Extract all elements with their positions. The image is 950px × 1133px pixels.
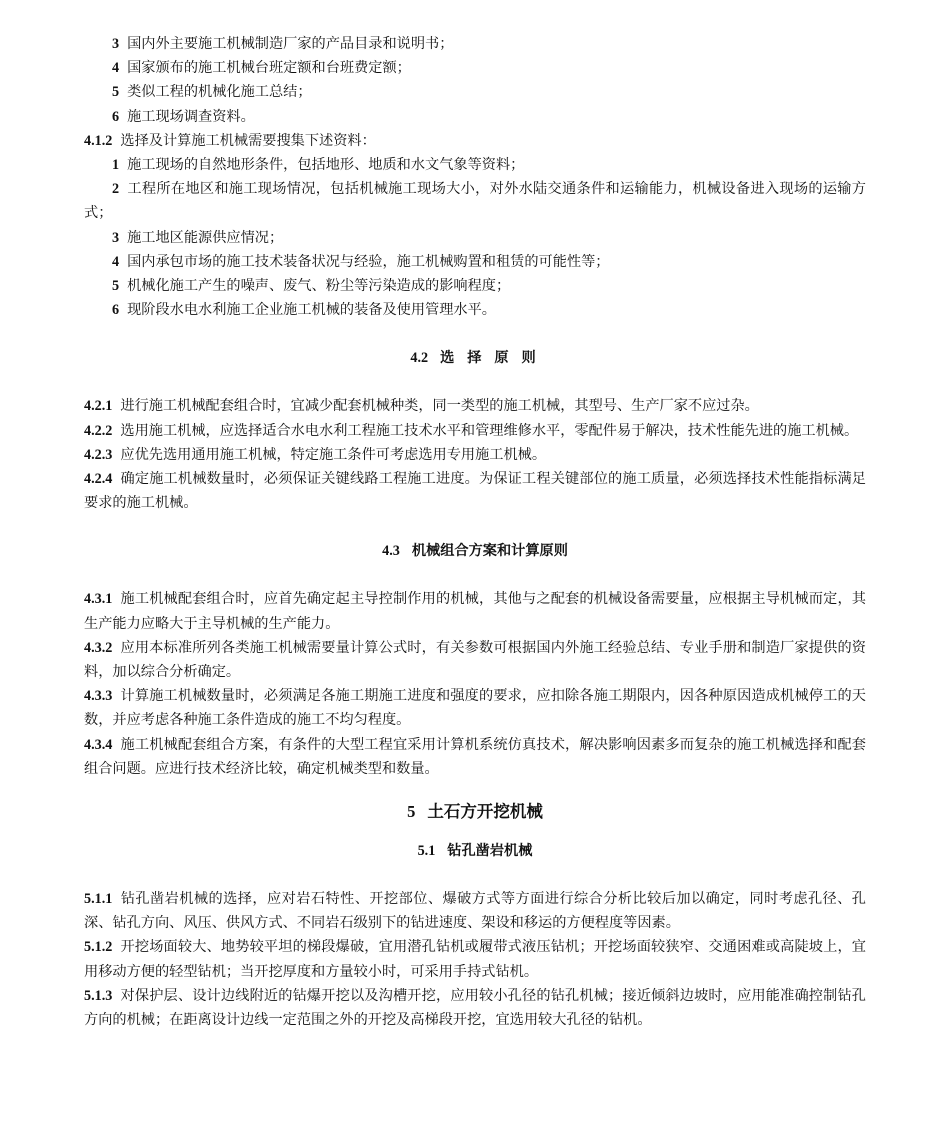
clause-number: 4.3.3	[84, 688, 113, 705]
clause-number: 4.2.3	[84, 446, 113, 463]
item-number: 5	[112, 84, 120, 101]
clause-text: 钻孔凿岩机械的选择，应对岩石特性、开挖部位、爆破方式等方面进行综合分析比较后加以确定，同时考虑孔径、孔深、钻孔方向、风压、供风方式、不同岩石级别下的钻进速度、架设和移运的方便程度等因素。	[84, 891, 866, 932]
clause	[84, 419, 866, 443]
clause-text: 选择及计算施工机械需要搜集下述资料：	[120, 132, 376, 149]
item-text: 类似工程的机械化施工总结；	[127, 84, 312, 101]
item-number: 6	[112, 302, 120, 319]
list-item	[84, 250, 866, 274]
item-number: 6	[112, 108, 120, 125]
section-number: 5.1	[417, 843, 436, 860]
list-item	[84, 298, 866, 322]
clause-text: 应用本标准所列各类施工机械需要量计算公式时，有关参数可根据国内外施工经验总结、专业手册和制造厂家提供的资料，加以综合分析确定。	[84, 639, 866, 681]
clause-number: 4.3.4	[84, 736, 113, 753]
clause	[84, 587, 866, 635]
section-title: 选 择 原 则	[440, 350, 540, 367]
section-title: 机械组合方案和计算原则	[411, 543, 568, 560]
clause	[84, 129, 866, 153]
clause-text: 应优先选用通用施工机械，特定施工条件可考虑选用专用施工机械。	[120, 446, 547, 463]
item-text: 施工现场的自然地形条件，包括地形、地质和水文气象等资料；	[127, 157, 525, 174]
item-text: 机械化施工产生的噪声、废气、粉尘等污染造成的影响程度；	[127, 278, 511, 295]
item-text: 工程所在地区和施工现场情况，包括机械施工现场大小，对外水陆交通条件和运输能力，机械设备进入现场的运输方式；	[84, 181, 866, 222]
list-item	[84, 56, 866, 80]
item-number: 3	[112, 36, 120, 52]
clause-number: 5.1.2	[84, 939, 113, 956]
clause-number: 4.3.1	[84, 591, 113, 608]
clause-number: 4.2.1	[84, 398, 113, 415]
section-title: 钻孔凿岩机械	[447, 843, 533, 860]
chapter-number: 5	[407, 802, 416, 822]
list-item	[84, 226, 866, 250]
clause-number: 5.1.1	[84, 891, 113, 908]
chapter-title: 土石方开挖机械	[427, 802, 543, 822]
clause-number: 5.1.3	[84, 987, 113, 1004]
item-text: 施工地区能源供应情况；	[127, 229, 284, 246]
clause-number: 4.2.4	[84, 471, 113, 488]
clause-text: 确定施工机械数量时，必须保证关键线路工程施工进度。为保证工程关键部位的施工质量，必须选择技术性能指标满足要求的施工机械。	[84, 471, 866, 512]
section-number: 4.2	[410, 350, 429, 367]
document-page	[84, 32, 866, 1032]
clause	[84, 467, 866, 515]
clause	[84, 733, 866, 781]
clause-text: 开挖场面较大、地势较平坦的梯段爆破，宜用潜孔钻机或履带式液压钻机；开挖场面较狭窄、交通困难或高陡坡上，宜用移动方便的轻型钻机；当开挖厚度和方量较小时，可采用手持式钻机。	[84, 939, 866, 980]
item-number: 2	[112, 181, 120, 198]
clause-text: 计算施工机械数量时，必须满足各施工期施工进度和强度的要求，应扣除各施工期限内，因各种原因造成机械停工的天数，并应考虑各种施工条件造成的施工不均匀程度。	[84, 688, 866, 729]
clause	[84, 443, 866, 467]
chapter-heading-5	[84, 799, 866, 825]
clause-number: 4.1.2	[84, 132, 113, 149]
clause-number: 4.2.2	[84, 422, 113, 439]
item-text: 施工现场调查资料。	[127, 108, 255, 125]
section-number: 4.3	[382, 543, 400, 560]
clause	[84, 636, 866, 684]
clause-text: 施工机械配套组合方案，有条件的大型工程宜采用计算机系统仿真技术，解决影响因素多而复杂的施工机械选择和配套组合问题。应进行技术经济比较，确定机械类型和数量。	[84, 736, 866, 777]
clause	[84, 394, 866, 418]
clause-text: 进行施工机械配套组合时，宜减少配套机械种类，同一类型的施工机械，其型号、生产厂家不应过杂。	[120, 398, 759, 415]
section-heading-4-3	[84, 539, 866, 563]
clause	[84, 887, 866, 935]
item-number: 5	[112, 278, 120, 295]
item-text: 国家颁布的施工机械台班定额和台班费定额；	[127, 60, 411, 77]
section-heading-5-1	[84, 839, 866, 863]
item-number: 3	[112, 229, 120, 246]
list-item	[84, 153, 866, 177]
list-item	[84, 32, 866, 56]
clause	[84, 984, 866, 1032]
item-number: 4	[112, 253, 120, 270]
item-text: 国内承包市场的施工技术装备状况与经验，施工机械购置和租赁的可能性等；	[127, 253, 610, 270]
clause-text: 选用施工机械，应选择适合水电水利工程施工技术水平和管理维修水平，零配件易于解决，技术性能先进的施工机械。	[120, 422, 859, 439]
list-item	[84, 105, 866, 129]
clause	[84, 935, 866, 983]
list-item	[84, 177, 866, 225]
item-number: 4	[112, 60, 120, 77]
item-text: 现阶段水电水利施工企业施工机械的装备及使用管理水平。	[127, 302, 496, 319]
clause-text: 对保护层、设计边线附近的钻爆开挖以及沟槽开挖，应用较小孔径的钻孔机械；接近倾斜边坡时，应用能准确控制钻孔方向的机械；在距离设计边线一定范围之外的开挖及高梯段开挖，宜选用较大孔径的钻机。	[84, 987, 866, 1029]
clause-text: 施工机械配套组合时，应首先确定起主导控制作用的机械，其他与之配套的机械设备需要量，应根据主导机械而定，其生产能力应略大于主导机械的生产能力。	[84, 591, 866, 632]
item-number: 1	[112, 157, 120, 174]
item-text: 国内外主要施工机械制造厂家的产品目录和说明书；	[127, 36, 454, 52]
list-item	[84, 274, 866, 298]
list-item	[84, 80, 866, 104]
clause-number: 4.3.2	[84, 639, 113, 656]
clause	[84, 684, 866, 732]
section-heading-4-2	[84, 346, 866, 370]
